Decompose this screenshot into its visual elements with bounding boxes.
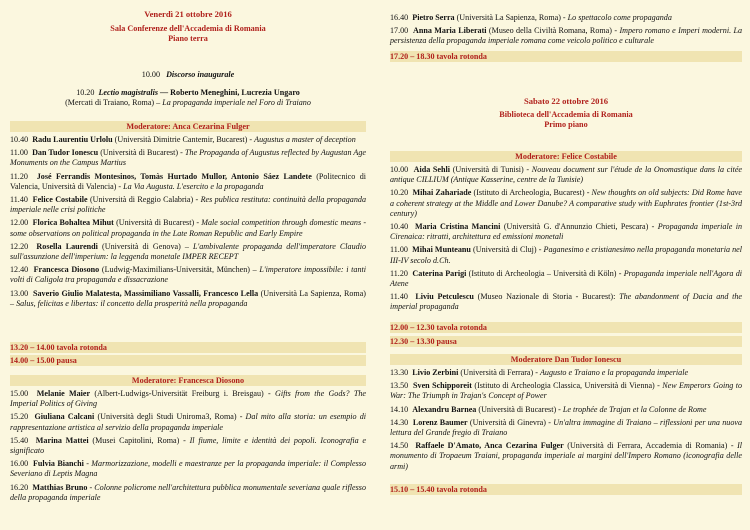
opening-address: 10.00 Discorso inaugurale (141, 70, 235, 79)
talk-item: 16.40 Pietro Serra (Università La Sapienza, Roma) - Lo spettacolo come propaganda (390, 13, 672, 22)
venue-saturday: Biblioteca dell'Accademia di Romania (499, 110, 633, 119)
talk-item: 16.00 Fulvia Bianchi - Marmorizzazione, modelli e maestranze per la propaganda imperiale: il Complesso Severiano di Leptis Magna (10, 459, 366, 479)
talk-item: 14.10 Alexandru Barnea (Università di Bucarest) - Le trophée de Trajan et la Colonne de Rome (390, 404, 707, 414)
talk-item: 10.00 Aida Sehli (Università di Tunisi) - Nouveau document sur l'étude de la Onomastique dans la citée antique CILLIUM (Antique Kasserine, centre de la Tunisie) (390, 165, 743, 185)
talk-item: 15.40 Marina Mattei (Musei Capitolini, Roma) - Il fiume, limite e identità dei popoli. Iconografia e significato (10, 435, 367, 456)
session-3-list (390, 13, 742, 50)
talk-item: 15.20 Giuliana Calcani (Università degli Studi Uniroma3, Roma) - Dal mito alla storia: un esempio di rappresentazione artistica al servizio della propaganda imperiale (10, 412, 366, 432)
talk-item: 10.40 Maria Cristina Mancini (Università G. d'Annunzio Chieti, Pescara) - Propaganda imperiale in Cirenaica: ritratti, architettura ed emissioni monetali (390, 222, 742, 242)
talk-item: 12.00 Florica Bohaltea Mihut (Università di Bucarest) - Male social competition through domestic means - some observations on political propaganda in the Late Roman Republic and Early Empire (10, 218, 367, 238)
talk-item: 14.30 Lorenz Baumer (Università di Ginevra) - Un'altra immagine di Traiano – riflessioni per una nuova lettura del Grande fregio di Traiano (390, 417, 743, 438)
talk-item: 13.30 Livio Zerbini (Università di Ferrara) - Augusto e Traiano e la propaganda imperiale (390, 368, 689, 377)
floor-saturday: Primo piano (544, 120, 588, 129)
pause-1: 14.00 – 15.00 pausa (10, 355, 366, 366)
session-4-list (390, 165, 742, 316)
talk-item: 11.00 Mihai Munteanu (Università di Cluj) - Paganesimo e cristianesimo nella propaganda monetaria nel III-IV secolo d.Ch. (390, 245, 743, 265)
round-table-1: 13.20 – 14.00 tavola rotonda (10, 342, 366, 353)
moderator-bar-1: Moderatore: Anca Cezarina Fulger (10, 121, 366, 132)
round-table-3: 12.00 – 12.30 tavola rotonda (390, 322, 742, 333)
talk-item: 10.40 Radu Laurentiu Urlolu (Università Dimitrie Cantemir, Bucarest) - Augustus a master of deception (10, 135, 356, 144)
talk-item: 15.00 Melanie Maier (Albert-Ludwigs-Universität Freiburg i. Breisgau) - Gifts from the Gods? The Imperial Politics of Giving (10, 389, 367, 409)
talk-item: 12.20 Rosella Laurendi (Università di Genova) – L'ambivalente propaganda dell'imperatore Claudio sull'assunzione dell'imperium: la leggenda monetale IMPER RECEPT (10, 241, 366, 262)
talk-item: 11.20 Caterina Parigi (Istituto di Archeologia – Università di Köln) - Propaganda imperiale nell'Agora di Atene (390, 268, 743, 289)
session-2-list (10, 389, 366, 506)
floor-friday: Piano terra (168, 34, 208, 43)
session-1-list (10, 135, 366, 312)
talk-item: 16.20 Matthias Bruno - Colonne policrome nell'architettura pubblica monumentale severiana quale riflesso della propaganda imperiale (10, 482, 366, 502)
day-heading-saturday: Sabato 22 ottobre 2016 (523, 96, 609, 106)
talk-item: 10.20 Mihai Zahariade (Istituto di Archeologia, Bucarest) - New thoughts on old subjects: Did Rome have a coherent strategy at the Middle and Lower Danube? A comparative study with Euphrates frontier (1st-3rd century) (390, 188, 742, 218)
moderator-bar-4: Moderatore Dan Tudor Ionescu (390, 354, 742, 365)
talk-item: 11.20 José Ferrandis Montesinos, Tomàs Hurtado Mullor, Antonio Sáez Landete (Politecnico di Valencia, Università di Valencia) - La Via Augusta. L'esercito e la propaganda (10, 171, 367, 191)
talk-item: 17.00 Anna Maria Liberati (Museo della Civiltà Romana, Roma) - Impero romano e Imperi moderni. La persistenza della propaganda imperiale romana come veicolo politico e culturale (390, 26, 743, 46)
round-table-4: 15.10 – 15.40 tavola rotonda (390, 484, 742, 495)
pause-2: 12.30 – 13.30 pausa (390, 336, 742, 347)
day-heading-friday: Venerdì 21 ottobre 2016 (144, 9, 232, 19)
talk-item: 12.40 Francesca Diosono (Ludwig-Maximilians-Universität, München) – L'imperatore impossibile: i tanti volti di Caligola tra propaganda e dissacrazione (10, 265, 366, 285)
talk-item: 11.40 Felice Costabile (Università di Reggio Calabria) - Res publica restituta: continuità della propaganda imperiale nelle crisi politiche (10, 195, 366, 215)
moderator-bar-3: Moderatore: Felice Costabile (390, 151, 742, 162)
lectio-magistralis: 10.20 Lectio magistralis — Roberto Meneghini, Lucrezia Ungaro (Mercati di Traiano, Roma) – La propaganda imperiale nel Foro di Traiano (65, 88, 311, 108)
moderator-bar-2: Moderatore: Francesca Diosono (10, 375, 366, 386)
talk-item: 13.50 Sven Schipporeit (Istituto di Archeologia Classica, Università di Vienna) - New Emperors Going to War: The Triumph in Trajan's Concept of Power (390, 381, 743, 401)
talk-item: 14.50 Raffaele D'Amato, Anca Cezarina Fulger (Università di Ferrara, Accademia di Romania) - Il monumento di Tropaeum Traiani, propaganda imperiale ai margini dell'Impero Romano (iconografia delle armi) (390, 441, 743, 471)
venue-friday: Sala Conferenze dell'Accademia di Romania (110, 24, 266, 33)
talk-item: 11.00 Dan Tudor Ionescu (Università di Bucarest) - The Propaganda of Augustus reflected by Augustan Age Monuments on the Campus Martius (10, 148, 367, 168)
talk-item: 11.40 Liviu Petculescu (Museo Nazionale di Storia - Bucarest): The abandonment of Dacia and the imperial propaganda (390, 292, 742, 312)
talk-item: 13.00 Saverio Giulio Malatesta, Massimiliano Vassalli, Francesco Lella (Università La Sapienza, Roma) – Salus, felicitas e libertas: il concetto della prosperità nella propaganda (10, 288, 366, 308)
session-5-list (390, 368, 742, 475)
round-table-2: 17.20 – 18.30 tavola rotonda (390, 51, 742, 62)
